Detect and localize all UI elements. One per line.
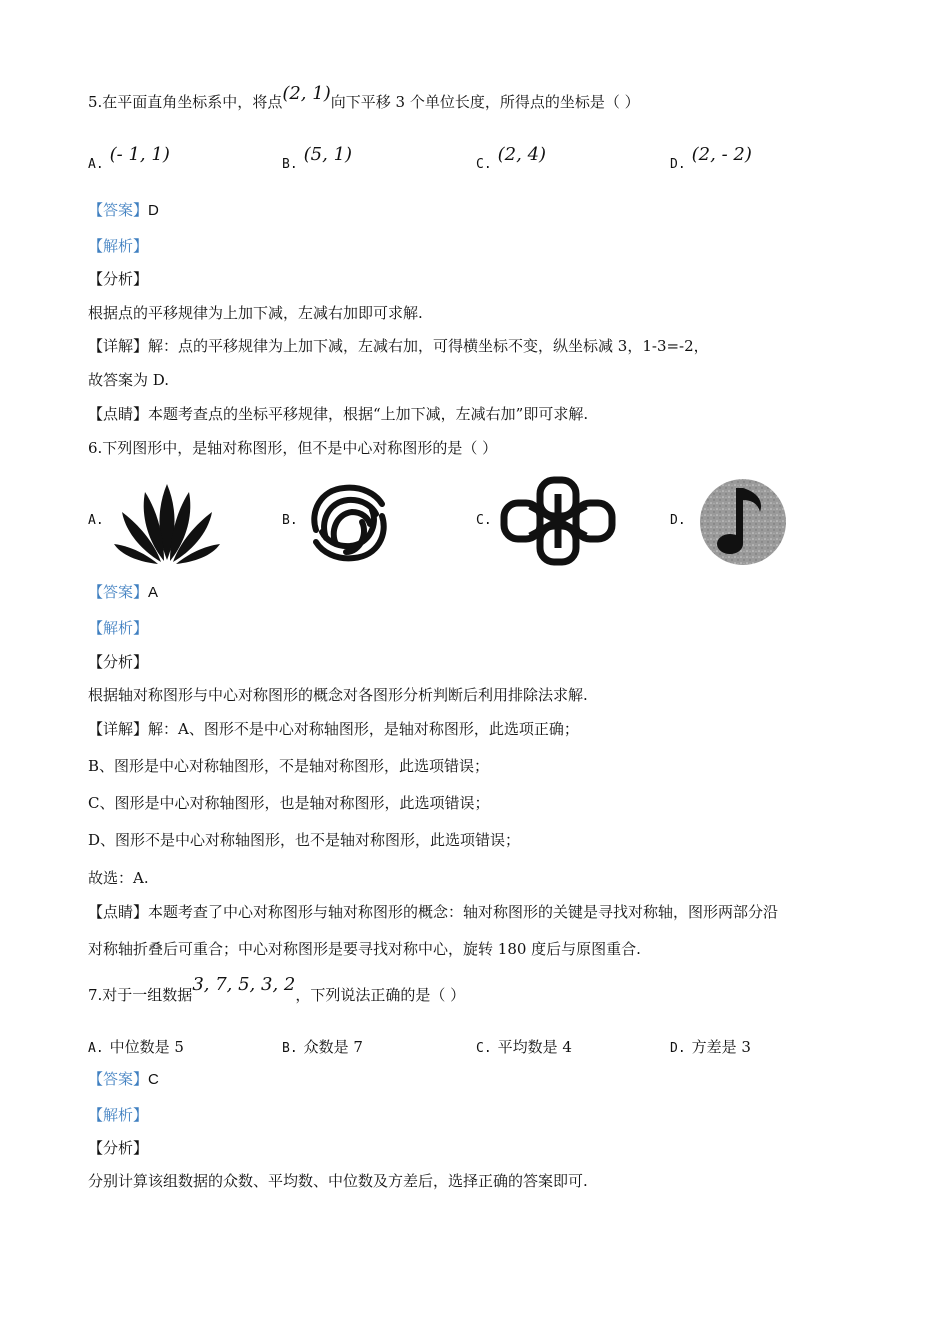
q7-answer: 【答案】C [88, 1070, 159, 1088]
q5-stem-prefix: 5.在平面直角坐标系中，将点 [88, 93, 283, 111]
q6-comment-line-1: 【点睛】本题考查了中心对称图形与轴对称图形的概念：轴对称图形的关键是寻找对称轴，图形两部分沿 [88, 903, 779, 921]
q6-figure-c-knot-logo [500, 476, 616, 566]
q6-fig-label-d: D. [670, 513, 686, 528]
q5-answer: 【答案】D [88, 201, 159, 219]
q6-detail-line-1: 【详解】解：A、图形不是中心对称轴图形，是轴对称图形，此选项正确； [88, 720, 579, 738]
q6-detail-line-5: 故选：A. [88, 869, 149, 887]
q7-option-d: D. 方差是 3 [670, 1038, 751, 1056]
q5-stem-suffix: 向下平移 3 个单位长度，所得点的坐标是（ ） [330, 93, 640, 111]
q7-fenxi-tag: 【分析】 [88, 1139, 149, 1157]
q7-fenxi: 分别计算该组数据的众数、平均数、中位数及方差后，选择正确的答案即可. [88, 1172, 588, 1190]
q6-comment-line-2: 对称轴折叠后可重合；中心对称图形是要寻找对称中心，旋转 180 度后与原图重合. [88, 940, 641, 958]
q6-figure-a-petal-logo [112, 480, 222, 566]
q5-fenxi-tag: 【分析】 [88, 270, 149, 288]
q5-fenxi: 根据点的平移规律为上加下减，左减右加即可求解. [88, 304, 423, 322]
q7-option-c: C. 平均数是 4 [476, 1038, 572, 1056]
q5-detail: 【详解】解：点的平移规律为上加下减，左减右加，可得横坐标不变，纵坐标减 3，1-3=-2， [88, 337, 709, 355]
q6-detail-line-2: B、图形是中心对称轴图形，不是轴对称图形，此选项错误； [88, 757, 490, 775]
q6-stem: 6.下列图形中，是轴对称图形，但不是中心对称图形的是（ ） [88, 439, 498, 457]
q5-stem [88, 83, 640, 112]
q5-conclusion: 故答案为 D. [88, 371, 170, 389]
q7-analysis-tag: 【解析】 [88, 1106, 149, 1124]
q5-option-a: A. (- 1, 1) [88, 144, 170, 172]
q6-detail-line-3: C、图形是中心对称轴图形，也是轴对称图形，此选项错误； [88, 794, 490, 812]
q6-fig-label-a: A. [88, 513, 104, 528]
q5-stem-point: (2, 1) [282, 83, 331, 104]
q6-analysis-tag: 【解析】 [88, 619, 149, 637]
q6-detail-line-4: D、图形不是中心对称轴图形，也不是轴对称图形，此选项错误； [88, 831, 521, 849]
q5-option-c: C. (2, 4) [476, 144, 547, 172]
q5-option-b: B. (5, 1) [282, 144, 353, 172]
q5-option-d: D. (2, - 2) [670, 144, 752, 172]
q5-analysis-tag: 【解析】 [88, 237, 149, 255]
q7-stem-data: 3, 7, 5, 3, 2 [192, 974, 296, 995]
q7-stem: 7.对于一组数据3, 7, 5, 3, 2，下列说法正确的是（ ） [88, 974, 466, 1004]
q7-option-a: A. 中位数是 5 [88, 1038, 184, 1056]
q6-fig-label-c: C. [476, 513, 492, 528]
q6-fenxi: 根据轴对称图形与中心对称图形的概念对各图形分析判断后利用排除法求解. [88, 686, 588, 704]
q6-figure-b-swirl-logo [306, 482, 392, 564]
q7-option-b: B. 众数是 7 [282, 1038, 363, 1056]
q5-comment: 【点睛】本题考查点的坐标平移规律，根据“上加下减，左减右加”即可求解. [88, 405, 589, 423]
q6-fenxi-tag: 【分析】 [88, 653, 149, 671]
q6-figure-d-music-note-logo [698, 478, 788, 566]
q6-answer: 【答案】A [88, 583, 159, 601]
q6-fig-label-b: B. [282, 513, 298, 528]
